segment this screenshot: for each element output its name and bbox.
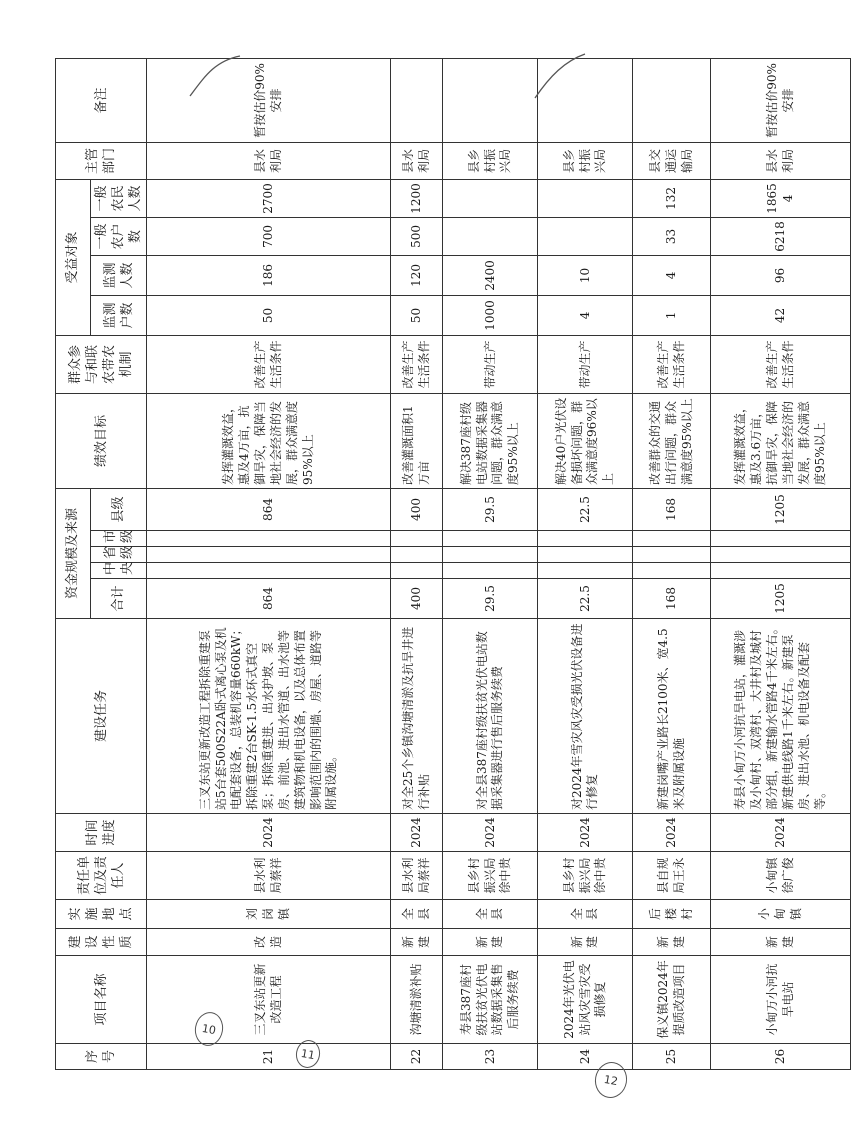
header-owner: 责任单位及责任人 [56,852,147,900]
cell-general-people [538,179,633,217]
cell-fund-city [147,531,391,547]
cell-mechanism: 改善生产生活条件 [391,335,443,393]
cell-general-people: 132 [633,179,711,217]
cell-mechanism: 改善生产生活条件 [711,335,851,393]
cell-general-households: 6218 [711,217,851,255]
cell-location: 后楼村 [633,900,711,929]
cell-dept: 县乡村振兴局 [443,142,538,179]
cell-fund-city [711,531,851,547]
cell-project-name: 三叉东站更新改造工程 [147,956,391,1044]
cell-fund-central [443,563,538,579]
cell-general-households: 500 [391,217,443,255]
cell-seq: 23 [443,1044,538,1070]
cell-seq: 24 [538,1044,633,1070]
cell-owner: 小甸镇徐广俊 [711,852,851,900]
cell-owner: 县乡村振兴局徐中贵 [443,852,538,900]
cell-time: 2024 [711,814,851,852]
cell-monitor-households: 4 [538,295,633,335]
cell-task: 三叉东站更新改造工程拆除重建泵站5台套500S22A卧式离心泵及机电配套设备，总装机容量660kW；拆除重建2台SK-1.5水环式真空泵；拆除重建进、出水护坡、泵房、前池、进出水管道、出水池等建筑物和机电设备，以及总体布置影响范围内的围墙、房屋、道路等附属设施。 [147,619,391,814]
cell-monitor-people: 96 [711,255,851,295]
header-fund-group: 资金规模及来源 [56,488,91,618]
cell-fund-city [391,531,443,547]
cell-dept: 县水利局 [391,142,443,179]
header-fund-city: 市级 [91,531,147,547]
cell-fund-central [391,563,443,579]
cell-mechanism: 带动生产 [538,335,633,393]
cell-seq: 21 [147,1044,391,1070]
table-row [391,58,443,1069]
header-dept: 主管部门 [56,142,147,179]
cell-monitor-people: 2400 [443,255,538,295]
cell-goal: 改善灌溉面积1万亩 [391,393,443,488]
cell-location: 全县 [391,900,443,929]
cell-general-households [538,217,633,255]
header-benef-group: 受益对象 [56,179,91,335]
cell-time: 2024 [633,814,711,852]
cell-task: 对全25个乡镇沟塘清淤及抗旱井进行补贴 [391,619,443,814]
cell-owner: 县水利局蔡祥 [147,852,391,900]
header-fund-total: 合计 [91,579,147,619]
header-name: 项目名称 [56,956,147,1044]
cell-fund-province [391,547,443,563]
cell-project-name: 沟塘清淤补贴 [391,956,443,1044]
cell-time: 2024 [443,814,538,852]
header-seq: 序号 [56,1044,147,1070]
table-row [711,58,851,1069]
cell-note [443,58,538,142]
cell-seq: 25 [633,1044,711,1070]
cell-seq: 26 [711,1044,851,1070]
cell-general-people [443,179,538,217]
cell-build-type: 新建 [391,929,443,956]
header-monitor-people: 监测人数 [91,255,147,295]
header-monitor-households: 监测户数 [91,295,147,335]
cell-general-households: 33 [633,217,711,255]
cell-goal: 发挥灌溉效益，惠及3.6万亩，抗御旱灾，保障当地社会经济的发展，群众满意度95%以上 [711,393,851,488]
cell-monitor-people: 10 [538,255,633,295]
cell-time: 2024 [147,814,391,852]
project-table [55,58,851,1070]
cell-note: 暂按估价90%安排 [147,58,391,142]
cell-monitor-households: 50 [147,295,391,335]
cell-project-name: 2024年光伏电站风灾雪灾受损修复 [538,956,633,1044]
table-row [443,58,538,1069]
cell-build-type: 新建 [538,929,633,956]
cell-general-people: 2700 [147,179,391,217]
cell-dept: 县乡村振兴局 [538,142,633,179]
header-fund-county: 县级 [91,488,147,530]
cell-general-households: 700 [147,217,391,255]
cell-fund-central [711,563,851,579]
cell-monitor-households: 1 [633,295,711,335]
header-time: 时间进度 [56,814,147,852]
cell-location: 小甸镇 [711,900,851,929]
cell-monitor-people: 120 [391,255,443,295]
cell-task: 寿县小甸万小河抗旱电站，灌溉涉及小甸村、双湾村、大井村及城村部分组，新建输水管路4千米左右。新建供电线路1千米左右。新建泵房、进出水池、机电设备及配套等。 [711,619,851,814]
cell-fund-county: 1205 [711,488,851,530]
cell-time: 2024 [538,814,633,852]
cell-note [538,58,633,142]
header-note: 备注 [56,58,147,142]
cell-goal: 改善群众的交通出行问题，群众满意度95%以上 [633,393,711,488]
cell-monitor-people: 186 [147,255,391,295]
cell-fund-total: 22.5 [538,579,633,619]
cell-note [633,58,711,142]
cell-location: 全县 [538,900,633,929]
cell-general-households [443,217,538,255]
cell-fund-province [538,547,633,563]
cell-monitor-households: 1000 [443,295,538,335]
cell-task: 对全县387座村级扶贫光伏电站数据采集器进行售后服务续费 [443,619,538,814]
cell-fund-total: 864 [147,579,391,619]
cell-general-people: 18654 [711,179,851,217]
cell-general-people: 1200 [391,179,443,217]
cell-goal: 发挥灌溉效益，惠及4万亩，抗御旱灾，保障当地社会经济的发展，群众满意度95%以上 [147,393,391,488]
cell-fund-county: 29.5 [443,488,538,530]
cell-time: 2024 [391,814,443,852]
cell-fund-county: 168 [633,488,711,530]
cell-build-type: 新建 [443,929,538,956]
handwritten-mark-11: 11 [294,1038,322,1070]
cell-project-name: 保义镇2024年提质改造项目 [633,956,711,1044]
header-location: 实施地点 [56,900,147,929]
cell-dept: 县水利局 [711,142,851,179]
cell-monitor-households: 50 [391,295,443,335]
cell-goal: 解决40户光伏设备损坏问题，群众满意度96%以上 [538,393,633,488]
cell-fund-city [633,531,711,547]
cell-mechanism: 改善生产生活条件 [633,335,711,393]
cell-fund-city [538,531,633,547]
cell-owner: 县自规局王永 [633,852,711,900]
cell-fund-province [633,547,711,563]
cell-fund-total: 29.5 [443,579,538,619]
cell-project-name: 寿县387座村级扶贫光伏电站数据采集售后服务续费 [443,956,538,1044]
cell-fund-province [147,547,391,563]
cell-fund-total: 168 [633,579,711,619]
cell-fund-province [443,547,538,563]
table-row [538,58,633,1069]
header-general-people: 一般农民人数 [91,179,147,217]
cell-build-type: 改造 [147,929,391,956]
table-row [147,58,391,1069]
cell-fund-province [711,547,851,563]
cell-dept: 县水利局 [147,142,391,179]
cell-mechanism: 改善生产生活条件 [147,335,391,393]
cell-fund-central [538,563,633,579]
header-fund-central: 中央 [91,563,147,579]
cell-location: 全县 [443,900,538,929]
cell-mechanism: 带动生产 [443,335,538,393]
cell-fund-county: 22.5 [538,488,633,530]
cell-dept: 县交通运输局 [633,142,711,179]
cell-build-type: 新建 [711,929,851,956]
header-task: 建设任务 [56,619,147,814]
cell-fund-central [633,563,711,579]
cell-owner: 县水利局蔡祥 [391,852,443,900]
cell-note: 暂按估价90%安排 [711,58,851,142]
header-type: 建设性质 [56,929,147,956]
cell-goal: 解决387座村级电站数据采集器问题，群众满意度95%以上 [443,393,538,488]
cell-fund-total: 400 [391,579,443,619]
cell-seq: 22 [391,1044,443,1070]
cell-note [391,58,443,142]
cell-owner: 县乡村振兴局徐中贵 [538,852,633,900]
header-general-households: 一般农户数 [91,217,147,255]
cell-location: 刘岗镇 [147,900,391,929]
cell-fund-central [147,563,391,579]
cell-build-type: 新建 [633,929,711,956]
cell-fund-county: 400 [391,488,443,530]
handwritten-mark-10: 10 [192,1010,225,1048]
cell-fund-city [443,531,538,547]
cell-monitor-households: 42 [711,295,851,335]
cell-task: 新建岗嘴产业路长2100米、宽4.5米及附属设施 [633,619,711,814]
cell-task: 对2024年雪灾风灾受损光伏设备进行修复 [538,619,633,814]
header-goal: 绩效目标 [56,393,147,488]
cell-monitor-people: 4 [633,255,711,295]
header-mech: 群众参与和联农带农机制 [56,335,147,393]
cell-fund-county: 864 [147,488,391,530]
header-fund-province: 省级 [91,547,147,563]
cell-project-name: 小甸万小河抗旱电站 [711,956,851,1044]
cell-fund-total: 1205 [711,579,851,619]
table-row [633,58,711,1069]
handwritten-mark-12: 12 [592,1059,630,1100]
